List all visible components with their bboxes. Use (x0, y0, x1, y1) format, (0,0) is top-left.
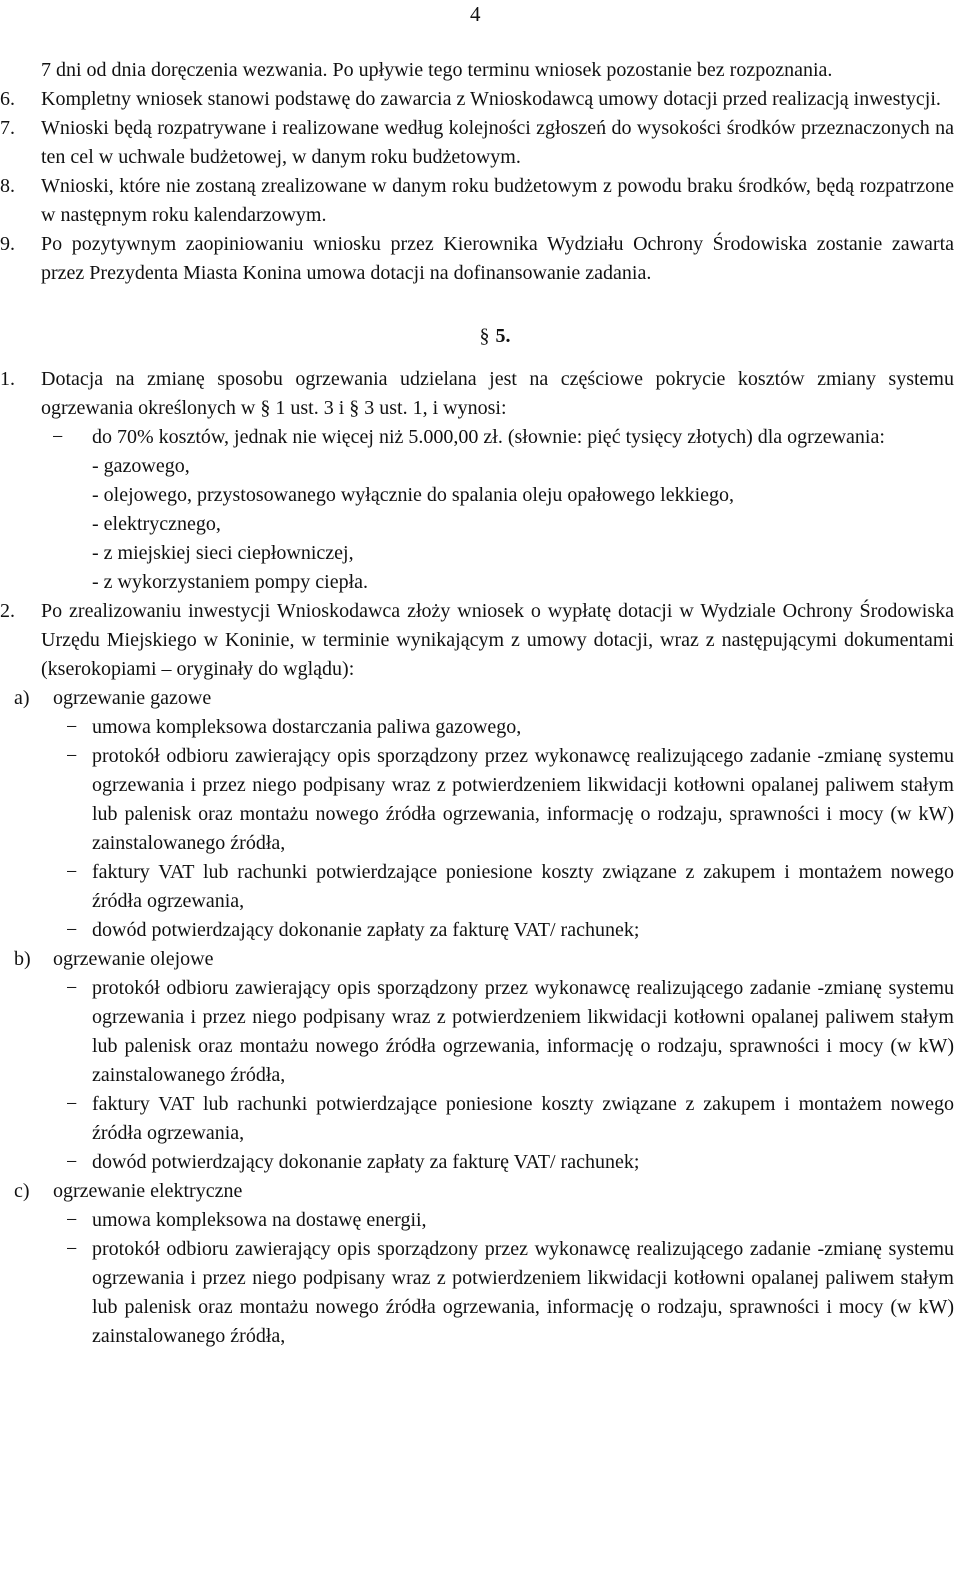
dash-marker: − (66, 977, 78, 999)
dash-item (0, 1206, 960, 1235)
dash-marker: − (66, 716, 78, 738)
item-number: 9. (0, 233, 15, 255)
list-item (0, 85, 960, 114)
subsection-a-title (0, 684, 960, 713)
section-number: 5. (495, 325, 511, 347)
subsection-label: a) (14, 687, 30, 709)
item-text: Po zrealizowaniu inwestycji Wnioskodawca złoży wniosek o wypłatę dotacji w Wydziale Ochrony Środowiska Urzędu Miejskiego w Koninie, w terminie wynikającym z umowy dotacji, wraz z następującymi dokumentami (kserokopiami – oryginały do wglądu): (41, 600, 954, 680)
dash-item (0, 713, 960, 742)
page-number: 4 (470, 2, 481, 26)
dash-marker: − (52, 426, 64, 448)
dash-text: umowa kompleksowa dostarczania paliwa gazowego, (92, 716, 522, 738)
dash-item (0, 916, 960, 945)
dash-item (0, 1148, 960, 1177)
item-number: 8. (0, 175, 15, 197)
subsection-title: ogrzewanie olejowe (53, 948, 214, 970)
list-item (0, 114, 960, 172)
list-item (0, 230, 960, 288)
heating-type: - elektrycznego, (92, 513, 221, 535)
section-symbol: § (479, 325, 490, 347)
subsection-label: c) (14, 1180, 30, 1202)
dash-text: umowa kompleksowa na dostawę energii, (92, 1209, 427, 1231)
heating-type: - z wykorzystaniem pompy ciepła. (92, 571, 369, 593)
dash-marker: − (66, 1151, 78, 1173)
document-body (0, 56, 960, 1351)
dash-item (0, 742, 960, 858)
dash-item (0, 423, 960, 452)
item-text: Wnioski będą rozpatrywane i realizowane według kolejności zgłoszeń do wysokości środków przeznaczonych na ten cel w uchwale budżetowej, w danym roku budżetowym. (41, 117, 954, 168)
subsection-label: b) (14, 948, 31, 970)
dash-text: faktury VAT lub rachunki potwierdzające poniesione koszty związane z zakupem i montażem nowego źródła ogrzewania, (92, 861, 954, 912)
subsection-title: ogrzewanie elektryczne (53, 1180, 243, 1202)
dash-marker: − (66, 919, 78, 941)
subsection-title: ogrzewanie gazowe (53, 687, 212, 709)
subsection-c-title (0, 1177, 960, 1206)
dash-marker: − (66, 861, 78, 883)
item-number: 6. (0, 88, 15, 110)
dash-marker: − (66, 1238, 78, 1260)
dash-text: protokół odbioru zawierający opis sporządzony przez wykonawcę realizującego zadanie -zmianę systemu ogrzewania i przez niego podpisany wraz z potwierdzeniem likwidacji kotłowni opalanej paliwem stałym lub palenisk oraz montażu nowego źródła ogrzewania, informację o rodzaju, sprawności i mocy (w kW) zainstalowanego źródła, (92, 977, 954, 1086)
dash-marker: − (66, 1093, 78, 1115)
dash-text: protokół odbioru zawierający opis sporządzony przez wykonawcę realizującego zadanie -zmianę systemu ogrzewania i przez niego podpisany wraz z potwierdzeniem likwidacji kotłowni opalanej paliwem stałym lub palenisk oraz montażu nowego źródła ogrzewania, informację o rodzaju, sprawności i mocy (w kW) zainstalowanego źródła, (92, 1238, 954, 1347)
heating-type: - z miejskiej sieci ciepłowniczej, (92, 542, 354, 564)
heating-type: - gazowego, (92, 455, 190, 477)
list-item (0, 597, 960, 684)
item-number: 7. (0, 117, 15, 139)
item-number: 2. (0, 600, 15, 622)
dash-marker: − (66, 1209, 78, 1231)
dash-item (0, 1235, 960, 1351)
dash-marker: − (66, 745, 78, 767)
item-text: Kompletny wniosek stanowi podstawę do zawarcia z Wnioskodawcą umowy dotacji przed realizacją inwestycji. (41, 88, 941, 110)
dash-item (0, 1090, 960, 1148)
dash-text: faktury VAT lub rachunki potwierdzające poniesione koszty związane z zakupem i montażem nowego źródła ogrzewania, (92, 1093, 954, 1144)
dash-item (0, 974, 960, 1090)
list-item (0, 172, 960, 230)
item-text: Po pozytywnym zaopiniowaniu wniosku przez Kierownika Wydziału Ochrony Środowiska zostanie zawarta przez Prezydenta Miasta Konina umowa dotacji na dofinansowanie zadania. (41, 233, 954, 284)
dash-text: dowód potwierdzający dokonanie zapłaty za fakturę VAT/ rachunek; (92, 1151, 640, 1173)
dash-text: do 70% kosztów, jednak nie więcej niż 5.000,00 zł. (słownie: pięć tysięcy złotych) dla ogrzewania: (92, 426, 885, 448)
dash-item (0, 858, 960, 916)
dash-text: protokół odbioru zawierający opis sporządzony przez wykonawcę realizującego zadanie -zmianę systemu ogrzewania i przez niego podpisany wraz z potwierdzeniem likwidacji kotłowni opalanej paliwem stałym lub palenisk oraz montażu nowego źródła ogrzewania, informację o rodzaju, sprawności i mocy (w kW) zainstalowanego źródła, (92, 745, 954, 854)
heating-type: - olejowego, przystosowanego wyłącznie do spalania oleju opałowego lekkiego, (92, 484, 735, 506)
paragraph-continuation: 7 dni od dnia doręczenia wezwania. Po upływie tego terminu wniosek pozostanie bez rozpoznania. (41, 59, 833, 81)
item-text: Wnioski, które nie zostaną zrealizowane w danym roku budżetowym z powodu braku środków, będą rozpatrzone w następnym roku kalendarzowym. (41, 175, 954, 226)
list-item (0, 365, 960, 423)
dash-text: dowód potwierdzający dokonanie zapłaty za fakturę VAT/ rachunek; (92, 919, 640, 941)
section-heading (0, 322, 960, 351)
item-text: Dotacja na zmianę sposobu ogrzewania udzielana jest na częściowe pokrycie kosztów zmiany systemu ogrzewania określonych w § 1 ust. 3 i § 3 ust. 1, i wynosi: (41, 368, 954, 419)
item-number: 1. (0, 368, 15, 390)
subsection-b-title (0, 945, 960, 974)
